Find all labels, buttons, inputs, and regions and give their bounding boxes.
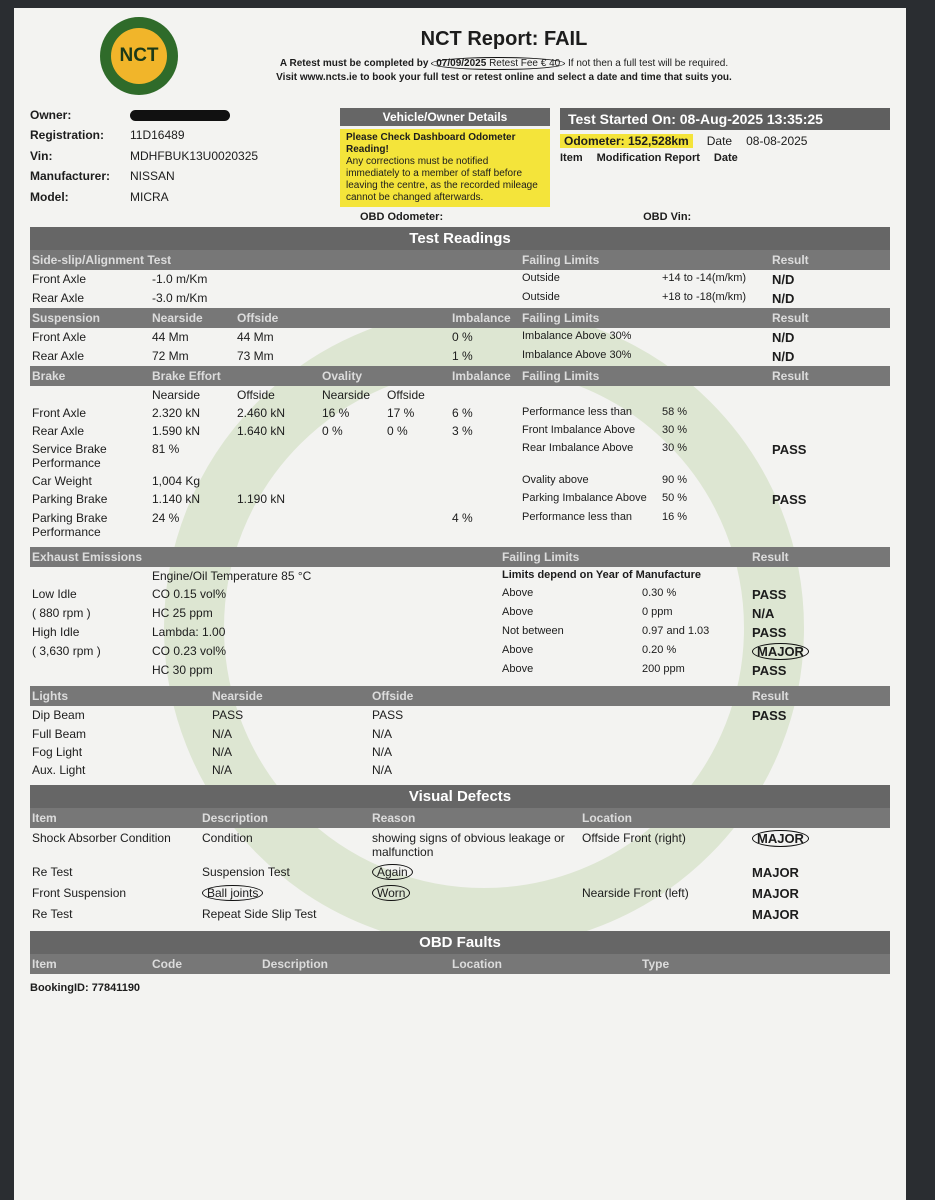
owner-value [130,108,330,125]
result-label: Result [772,253,809,267]
defects-description-header: Description [202,811,269,825]
light-row [30,725,890,743]
vin-label: Vin: [30,148,53,163]
lights-nearside-label: Nearside [212,689,263,703]
brake-row [30,404,890,422]
retest-prefix: A Retest must be completed by [279,57,429,69]
failing-limits-label: Failing Limits [502,550,580,564]
brake-front-ovality-near: 16 % [322,406,350,420]
suspension-front-label: Front Axle [32,330,87,344]
brake-rear-nearside: 1.590 kN [152,424,201,438]
odometer-row [560,134,890,148]
empty-cell [400,604,500,608]
model-value: MICRA [130,189,169,204]
empty-cell [385,328,450,332]
high-idle-label: High Idle [32,625,80,639]
parking-brake-offside: 1.190 kN [237,492,286,506]
ovality-label: Ovality [322,369,363,383]
service-brake-label: Service Brake Performance [32,442,107,470]
defects-item-header: Item [32,811,57,825]
brake-front-label: Front Axle [32,406,87,420]
empty-cell [400,642,500,646]
side-slip-rear-result: N/D [772,291,795,306]
owner-block [30,108,890,207]
obd-odometer: OBD Odometer: [360,211,444,223]
light-label: Dip Beam [32,708,85,722]
defect-reason: Again [372,864,413,880]
modification-row [560,152,890,164]
item-label: Item [560,152,583,164]
notice-body: Any corrections must be notified immediately to a member of staff before leaving the centre, as the recorded mileage cannot be changed afterwards. [346,156,538,203]
suspension-row [30,347,890,366]
exhaust-reading: Engine/Oil Temperature 85 °C [152,569,312,583]
exhaust-limit-type: Above [502,663,534,675]
defects-reason-header: Reason [372,811,416,825]
vehicle-details [340,108,550,207]
exhaust-result: PASS [752,625,787,640]
empty-cell [30,386,150,390]
defect-reason-cell [370,883,580,903]
failing-limits-label: Failing Limits [522,369,600,383]
parking-brake-nearside: 1.140 kN [152,492,201,506]
light-offside: N/A [372,727,393,741]
light-label: Full Beam [32,727,87,741]
suspension-row [30,328,890,347]
report-title: NCT Report: FAIL [420,27,588,50]
side-slip-heading: Side-slip/Alignment Test [32,253,172,267]
exhaust-limit-type: Above [502,587,534,599]
brake-bar [30,366,890,386]
exhaust-limit-value: 0 ppm [642,606,673,618]
defect-location [580,904,750,910]
exhaust-reading: CO 0.15 vol% [152,587,227,601]
visual-defects-title: Visual Defects [30,785,890,808]
owner-redacted [130,110,230,121]
limits-note: Limits depend on Year of Manufacture [502,569,702,581]
light-offside: PASS [372,708,404,722]
exhaust-reading: Lambda: 1.00 [152,625,226,639]
brake-front-offside: 2.460 kN [237,406,286,420]
exhaust-limit-value: 200 ppm [642,663,685,675]
exhaust-bar [30,547,890,567]
registration-value: 11D16489 [130,128,185,143]
visual-defects-header [30,808,890,828]
defect-description-cell [200,883,370,903]
service-brake-value: 81 % [152,442,180,456]
brake-limit-label: Ovality above [522,474,589,486]
empty-cell [400,623,500,627]
high-idle-rpm: ( 3,630 rpm ) [32,644,101,658]
retest-notice [178,57,830,71]
owner-label: Owner: [30,108,72,122]
nct-logo [100,17,178,95]
lights-heading: Lights [32,689,68,703]
exhaust-heading: Exhaust Emissions [32,550,143,564]
obd-location-header: Location [452,957,502,971]
owner-details [30,108,330,207]
service-brake-result: PASS [772,442,807,457]
suspension-bar [30,308,890,328]
report-header [30,8,890,104]
side-slip-front-limit: +14 to -14(m/km) [662,272,747,284]
light-label: Aux. Light [32,763,86,777]
defect-description: Condition [202,831,253,845]
brake-rear-ovality-near: 0 % [322,424,343,438]
suspension-offside-label: Offside [237,311,279,325]
defects-location-header: Location [582,811,632,825]
defect-row [30,828,890,862]
obd-faults-header [30,954,890,974]
empty-cell [30,661,150,665]
defect-item: Front Suspension [32,886,127,900]
brake-effort-label: Brake Effort [152,369,221,383]
defect-item: Re Test [32,907,73,921]
lights-result-label: Result [752,689,789,703]
header-text [178,28,890,85]
retest-date: 07/09/2025 [436,57,487,69]
parking-limit-label: Performance less than [522,511,633,523]
suspension-rear-imbalance: 1 % [452,349,473,363]
low-idle-label: Low Idle [32,587,77,601]
result-label: Result [772,311,809,325]
light-nearside: N/A [212,745,233,759]
defect-severity-cell [750,828,840,849]
odometer-notice [340,129,550,207]
side-slip-rear-value: -3.0 m/Km [152,291,208,305]
brake-limit-label: Performance less than [522,406,633,418]
obd-vin: OBD Vin: [643,211,692,223]
light-label: Fog Light [32,745,83,759]
suspension-rear-nearside: 72 Mm [152,349,189,363]
exhaust-row [30,585,890,604]
side-slip-row [30,270,890,289]
parking-perf-value: 24 % [152,511,180,525]
major-circled: MAJOR [752,643,809,660]
obd-code-header: Code [152,957,182,971]
brake-limit-value: 30 % [662,442,688,454]
obd-item-header: Item [32,957,57,971]
side-slip-front-limit-type: Outside [522,272,560,284]
suspension-front-nearside: 44 Mm [152,330,189,344]
obd-row [30,211,890,223]
exhaust-row [30,623,890,642]
empty-cell [400,661,500,665]
exhaust-reading: HC 25 ppm [152,606,213,620]
parking-limit-label: Parking Imbalance Above [522,492,647,504]
suspension-rear-offside: 73 Mm [237,349,274,363]
exhaust-row [30,567,890,585]
suspension-imbalance-label: Imbalance [452,311,511,325]
parking-perf-label: Parking Brake Performance [32,511,108,539]
defect-reason: showing signs of obvious leakage or malfunction [372,831,565,859]
defect-description: Repeat Side Slip Test [202,907,317,921]
brake-row [30,440,890,472]
low-idle-rpm: ( 880 rpm ) [32,606,91,620]
exhaust-reading: HC 30 ppm [152,663,213,677]
visit-line: Visit www.ncts.ie to book your full test or retest online and select a date and time that suits you. [276,71,732,83]
exhaust-limit-value: 0.97 and 1.03 [642,625,710,637]
brake-rear-offside: 1.640 kN [237,424,286,438]
lights-bar [30,686,890,706]
brake-row [30,472,890,490]
exhaust-result: N/A [752,606,775,621]
date-label: Date [706,134,733,148]
defect-location: Offside Front (right) [582,831,686,845]
brake-nearside-label: Nearside [152,388,201,402]
brake-limit-label: Front Imbalance Above [522,424,636,436]
brake-subheader-row [30,386,890,404]
exhaust-row [30,642,890,661]
exhaust-row [30,661,890,680]
brake-limit-value: 58 % [662,406,688,418]
exhaust-reading: CO 0.23 vol% [152,644,227,658]
brake-heading: Brake [32,369,66,383]
exhaust-row [30,604,890,623]
exhaust-limit-value: 0.20 % [642,644,677,656]
vehicle-details-heading: Vehicle/Owner Details [340,108,550,126]
logo-text: NCT [111,28,167,84]
light-offside: N/A [372,745,393,759]
side-slip-front-result: N/D [772,272,795,287]
defect-item: Shock Absorber Condition [32,831,171,845]
empty-cell [320,316,385,320]
model-label: Model: [30,189,69,204]
light-row [30,706,890,725]
brake-front-imbalance: 6 % [452,406,473,420]
brake-front-nearside: 2.320 kN [152,406,201,420]
failing-limits-label: Failing Limits [522,311,600,325]
empty-cell [400,585,500,589]
parking-limit-value: 16 % [662,511,688,523]
defect-description: Ball joints [202,885,263,901]
parking-limit-value: 50 % [662,492,688,504]
suspension-rear-label: Rear Axle [32,349,85,363]
parking-brake-result: PASS [772,492,807,507]
brake-offside-label: Offside [237,388,275,402]
defect-severity: MAJOR [752,865,799,880]
exhaust-limit-type: Above [502,644,534,656]
mod-date-label: Date [713,152,738,164]
side-slip-row [30,289,890,308]
brake-rear-label: Rear Axle [32,424,85,438]
defect-row [30,904,890,925]
suspension-front-imbalance: 0 % [452,330,473,344]
light-nearside: N/A [212,763,233,777]
empty-cell [385,347,450,351]
defect-severity: MAJOR [752,907,799,922]
brake-imbalance-label: Imbalance [452,369,511,383]
parking-brake-label: Parking Brake [32,492,108,506]
defect-reason [370,904,580,910]
brake-rear-imbalance: 3 % [452,424,473,438]
suspension-front-result: N/D [772,330,795,345]
result-label: Result [752,550,789,564]
defect-description: Suspension Test [202,865,290,879]
obd-description-header: Description [262,957,329,971]
exhaust-limit-value: 0.30 % [642,587,677,599]
side-slip-bar [30,250,890,270]
defect-reason-cell [370,862,580,882]
suspension-rear-limit: Imbalance Above 30% [522,349,632,361]
exhaust-limit-type: Above [502,606,534,618]
empty-cell [320,347,385,351]
test-started: Test Started On: 08-Aug-2025 13:35:25 [560,108,890,130]
manufacturer-label: Manufacturer: [30,169,111,184]
result-label: Result [772,369,809,383]
notice-heading: Please Check Dashboard Odometer Reading! [346,132,516,155]
brake-limit-label: Rear Imbalance Above [522,442,634,454]
light-row [30,761,890,779]
empty-cell [30,567,150,571]
defect-reason: Worn [372,885,410,901]
ovality-nearside-label: Nearside [322,388,371,402]
booking-id: BookingID: 77841190 [30,982,141,994]
side-slip-front-value: -1.0 m/Km [152,272,208,286]
defect-location: Nearside Front (left) [582,886,689,900]
failing-limits-label: Failing Limits [522,253,600,267]
retest-deadline-circled [431,57,565,70]
defect-severity: MAJOR [752,886,799,901]
defect-row [30,862,890,883]
defect-row [30,883,890,904]
odometer-reading: Odometer: 152,528km [560,134,693,148]
suspension-front-limit: Imbalance Above 30% [522,330,632,342]
defect-item: Re Test [32,865,73,879]
test-info [560,108,890,207]
suspension-front-offside: 44 Mm [237,330,274,344]
registration-label: Registration: [30,128,105,143]
light-row [30,743,890,761]
brake-row [30,490,890,509]
obd-type-header: Type [642,957,670,971]
suspension-heading: Suspension [32,311,101,325]
defect-location [580,862,750,868]
exhaust-result: PASS [752,663,787,678]
light-offside: N/A [372,763,393,777]
car-weight-value: 1,004 Kg [152,474,201,488]
retest-suffix: If not then a full test will be required. [568,57,729,69]
side-slip-rear-limit: +18 to -18(m/km) [662,291,747,303]
light-nearside: PASS [212,708,244,722]
lights-offside-label: Offside [372,689,414,703]
empty-cell [320,328,385,332]
modification-label: Modification Report [596,152,700,164]
test-readings-title: Test Readings [30,227,890,250]
exhaust-limit-type: Not between [502,625,564,637]
brake-rear-ovality-off: 0 % [387,424,408,438]
suspension-rear-result: N/D [772,349,795,364]
empty-cell [400,567,500,571]
car-weight-label: Car Weight [32,474,92,488]
side-slip-rear-limit-type: Outside [522,291,560,303]
side-slip-rear-label: Rear Axle [32,291,85,305]
parking-perf-imbalance: 4 % [452,511,473,525]
suspension-nearside-label: Nearside [152,311,203,325]
light-nearside: N/A [212,727,233,741]
report-content [30,8,890,994]
vin-value: MDHFBUK13U0020325 [130,148,259,163]
brake-front-ovality-off: 17 % [387,406,415,420]
defect-severity: MAJOR [752,830,809,847]
brake-row [30,422,890,440]
ovality-offside-label: Offside [387,388,425,402]
exhaust-result: PASS [752,587,787,602]
empty-cell [385,316,450,320]
side-slip-front-label: Front Axle [32,272,87,286]
brake-row [30,509,890,541]
brake-limit-value: 30 % [662,424,688,436]
date-value: 08-08-2025 [746,134,808,148]
retest-fee: Retest Fee € 40 [489,57,561,69]
nct-report-page [14,8,906,1200]
manufacturer-value: NISSAN [130,169,175,184]
exhaust-result-major [750,642,830,661]
obd-faults-title: OBD Faults [30,931,890,954]
brake-limit-value: 90 % [662,474,688,486]
lights-result: PASS [752,708,787,723]
